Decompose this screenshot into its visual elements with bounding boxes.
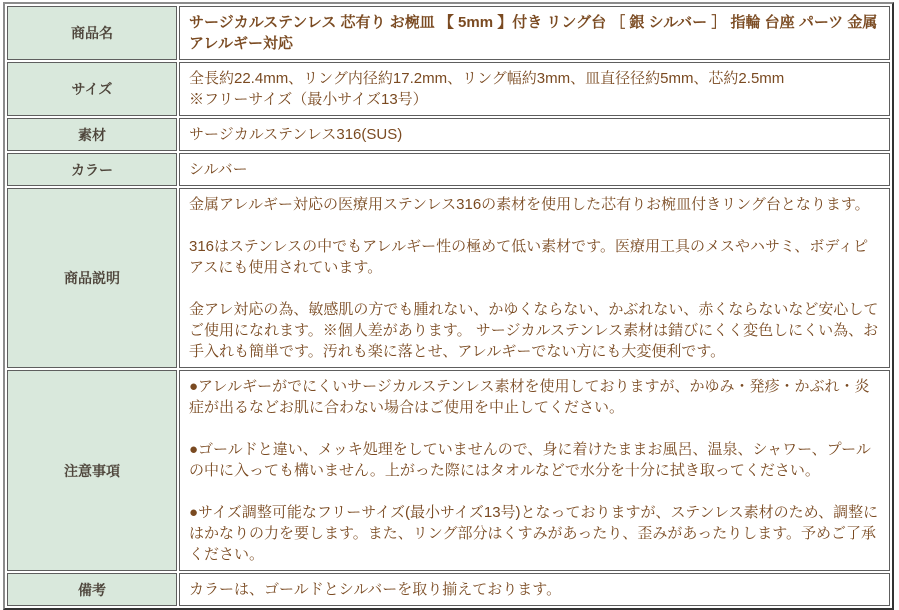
table-row-remarks <box>7 573 890 606</box>
row-label-material: 素材 <box>7 118 177 151</box>
description-paragraph-3: 金アレ対応の為、敏感肌の方でも腫れない、かゆくならない、かぶれない、赤くならないなど安心してご使用になれます。※個人差があります。 サージカルステンレス素材は錆びにくく変色しにくい為、お手入れも簡単です。汚れも楽に落とせ、アレルギーでない方にも大変便利です。 <box>189 301 879 360</box>
row-label-product-name: 商品名 <box>7 6 177 60</box>
row-value-description <box>179 188 890 368</box>
row-label-remarks: 備考 <box>7 573 177 606</box>
table-row-color <box>7 153 890 186</box>
table-row-precautions <box>7 370 890 571</box>
row-label-description: 商品説明 <box>7 188 177 368</box>
remarks-text: カラーは、ゴールドとシルバーを取り揃えております。 <box>189 581 562 598</box>
description-paragraph-1: 金属アレルギー対応の医療用ステンレス316の素材を使用した芯有りお椀皿付きリング台となります。 <box>189 196 870 213</box>
row-value-material <box>179 118 890 151</box>
table-row-product-name <box>7 6 890 60</box>
row-value-precautions <box>179 370 890 571</box>
product-name-text: サージカルステンレス 芯有り お椀皿 【 5mm 】付き リング台 ［ 銀 シルバー ］ 指輪 台座 パーツ 金属アレルギー対応 <box>189 14 878 52</box>
size-free-size-note: ※フリーサイズ（最小サイズ13号） <box>189 91 428 108</box>
row-label-color: カラー <box>7 153 177 186</box>
table-row-description <box>7 188 890 368</box>
table-row-size <box>7 62 890 116</box>
size-dimensions-text: 全長約22.4mm、リング内径約17.2mm、リング幅約3mm、皿直径径約5mm、芯約2.5mm <box>189 70 785 87</box>
precautions-bullet-1: ●アレルギーがでにくいサージカルステンレス素材を使用しておりますが、かゆみ・発疹・かぶれ・炎症が出るなどお肌に合わない場合はご使用を中止してください。 <box>189 378 870 416</box>
row-value-remarks <box>179 573 890 606</box>
material-text: サージカルステンレス316(SUS) <box>189 126 403 143</box>
row-value-color <box>179 153 890 186</box>
color-text: シルバー <box>189 161 248 178</box>
row-value-size <box>179 62 890 116</box>
row-label-precautions: 注意事項 <box>7 370 177 571</box>
precautions-bullet-2: ●ゴールドと違い、メッキ処理をしていませんので、身に着けたままお風呂、温泉、シャワー、プールの中に入っても構いません。上がった際にはタオルなどで水分を十分に拭き取ってください。 <box>189 441 871 479</box>
precautions-bullet-3: ●サイズ調整可能なフリーサイズ(最小サイズ13号)となっておりますが、ステンレス素材のため、調整にはかなりの力を要します。また、リング部分はくすみがあったり、歪みがあったりします。予めご了承ください。 <box>189 504 879 563</box>
product-spec-table <box>3 2 894 610</box>
row-value-product-name <box>179 6 890 60</box>
description-paragraph-2: 316はステンレスの中でもアレルギー性の極めて低い素材です。医療用工具のメスやハサミ、ボディピアスにも使用されています。 <box>189 238 869 276</box>
table-row-material <box>7 118 890 151</box>
row-label-size: サイズ <box>7 62 177 116</box>
